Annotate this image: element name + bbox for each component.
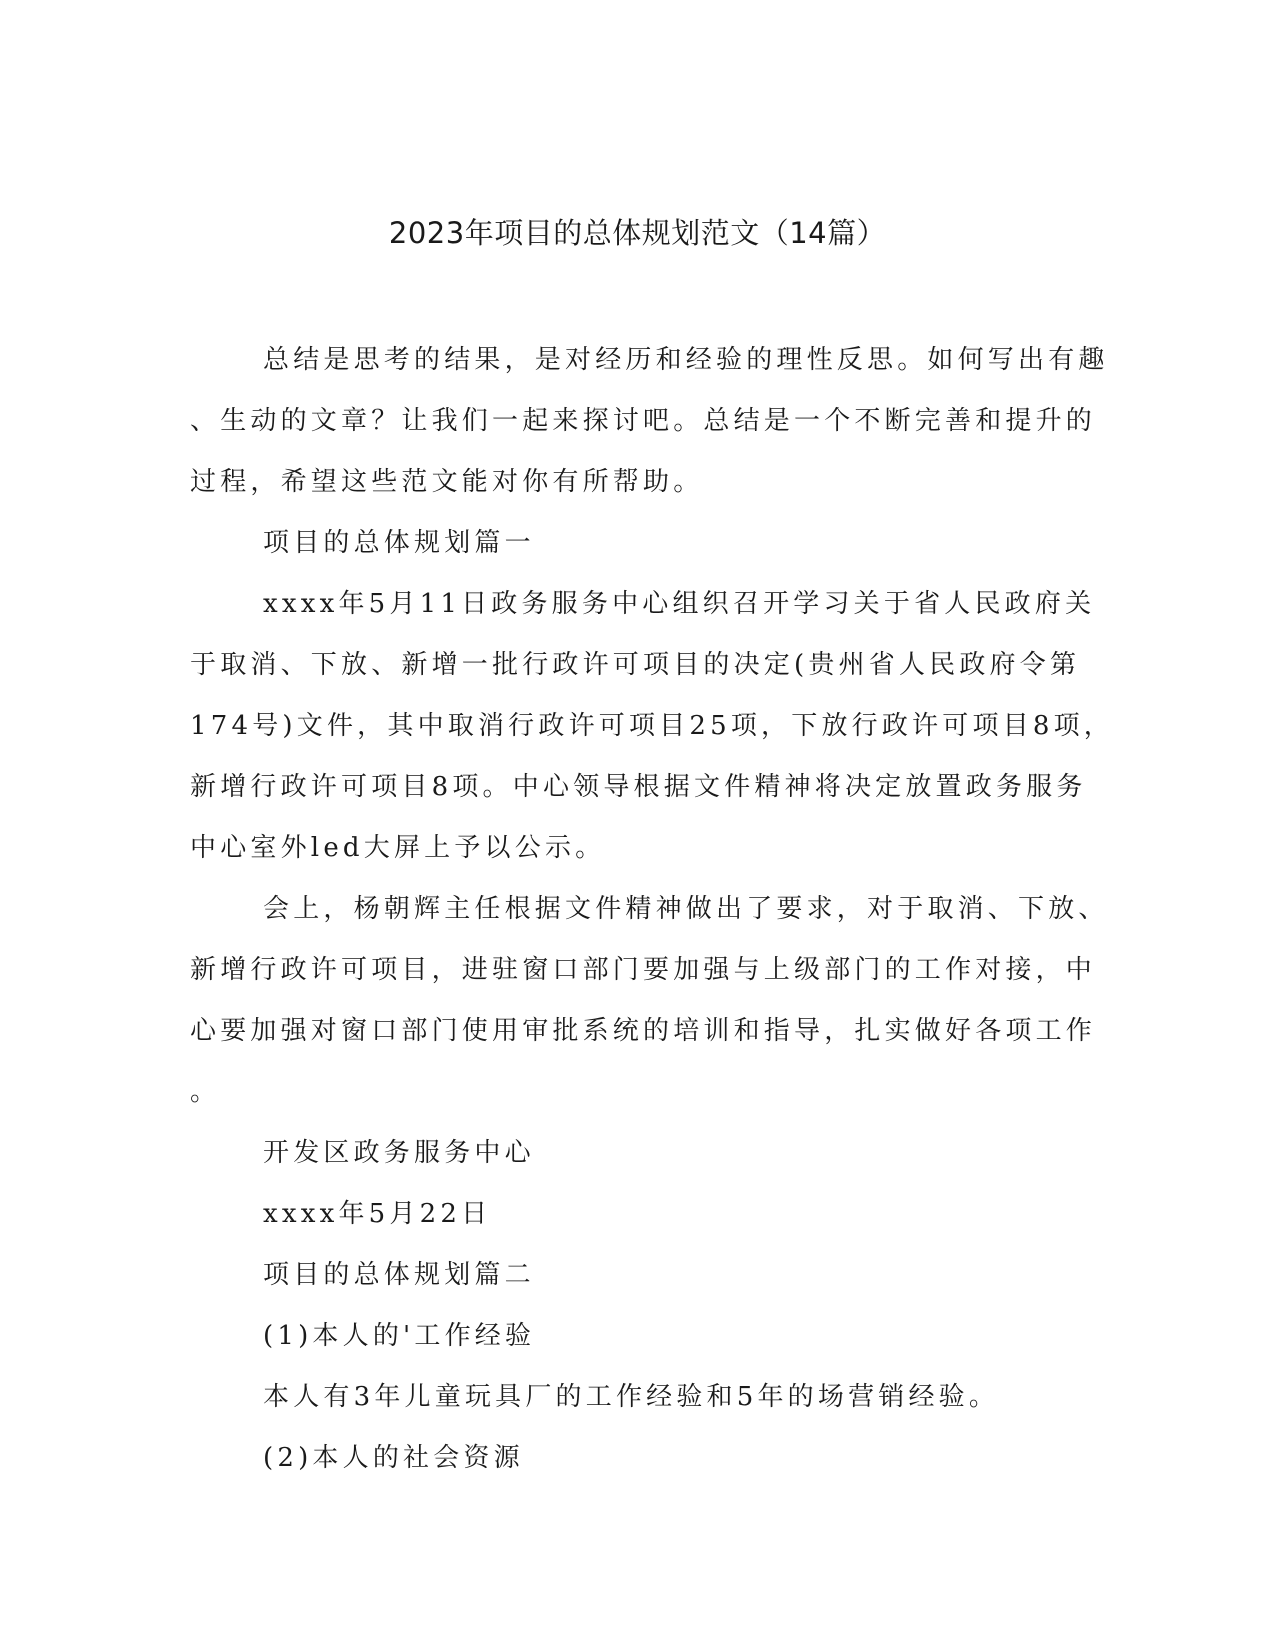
paragraph-line: 会上，杨朝辉主任根据文件精神做出了要求，对于取消、下放、 (263, 894, 1109, 924)
paragraph-line: 新增行政许可项目8项。中心领导根据文件精神将决定放置政务服务 (190, 772, 1087, 802)
subheading: (2)本人的社会资源 (263, 1443, 524, 1473)
paragraph-line: 、生动的文章？让我们一起来探讨吧。总结是一个不断完善和提升的 (190, 406, 1097, 436)
paragraph-line: 心要加强对窗口部门使用审批系统的培训和指导，扎实做好各项工作 (190, 1016, 1097, 1046)
subheading: (1)本人的'工作经验 (263, 1321, 536, 1351)
paragraph-line: 于取消、下放、新增一批行政许可项目的决定(贵州省人民政府令第 (190, 650, 1081, 680)
paragraph-line: 。 (190, 1077, 221, 1107)
paragraph-line: 174号)文件，其中取消行政许可项目25项，下放行政许可项目8项， (190, 711, 1114, 741)
paragraph-line: 总结是思考的结果，是对经历和经验的理性反思。如何写出有趣 (263, 345, 1109, 375)
paragraph-line: 新增行政许可项目，进驻窗口部门要加强与上级部门的工作对接，中 (190, 955, 1097, 985)
signature-date: xxxx年5月22日 (263, 1199, 492, 1229)
section-heading: 项目的总体规划篇一 (263, 528, 535, 558)
section-heading: 项目的总体规划篇二 (263, 1260, 535, 1290)
paragraph-line: 中心室外led大屏上予以公示。 (190, 833, 606, 863)
paragraph-line: xxxx年5月11日政务服务中心组织召开学习关于省人民政府关 (263, 589, 1096, 619)
paragraph-line: 过程，希望这些范文能对你有所帮助。 (190, 467, 704, 497)
paragraph-line: 本人有3年儿童玩具厂的工作经验和5年的场营销经验。 (263, 1382, 1000, 1412)
document-body (190, 330, 1114, 1489)
document-title: 2023年项目的总体规划范文（14篇） (388, 216, 887, 250)
signature-organization: 开发区政务服务中心 (263, 1138, 535, 1168)
